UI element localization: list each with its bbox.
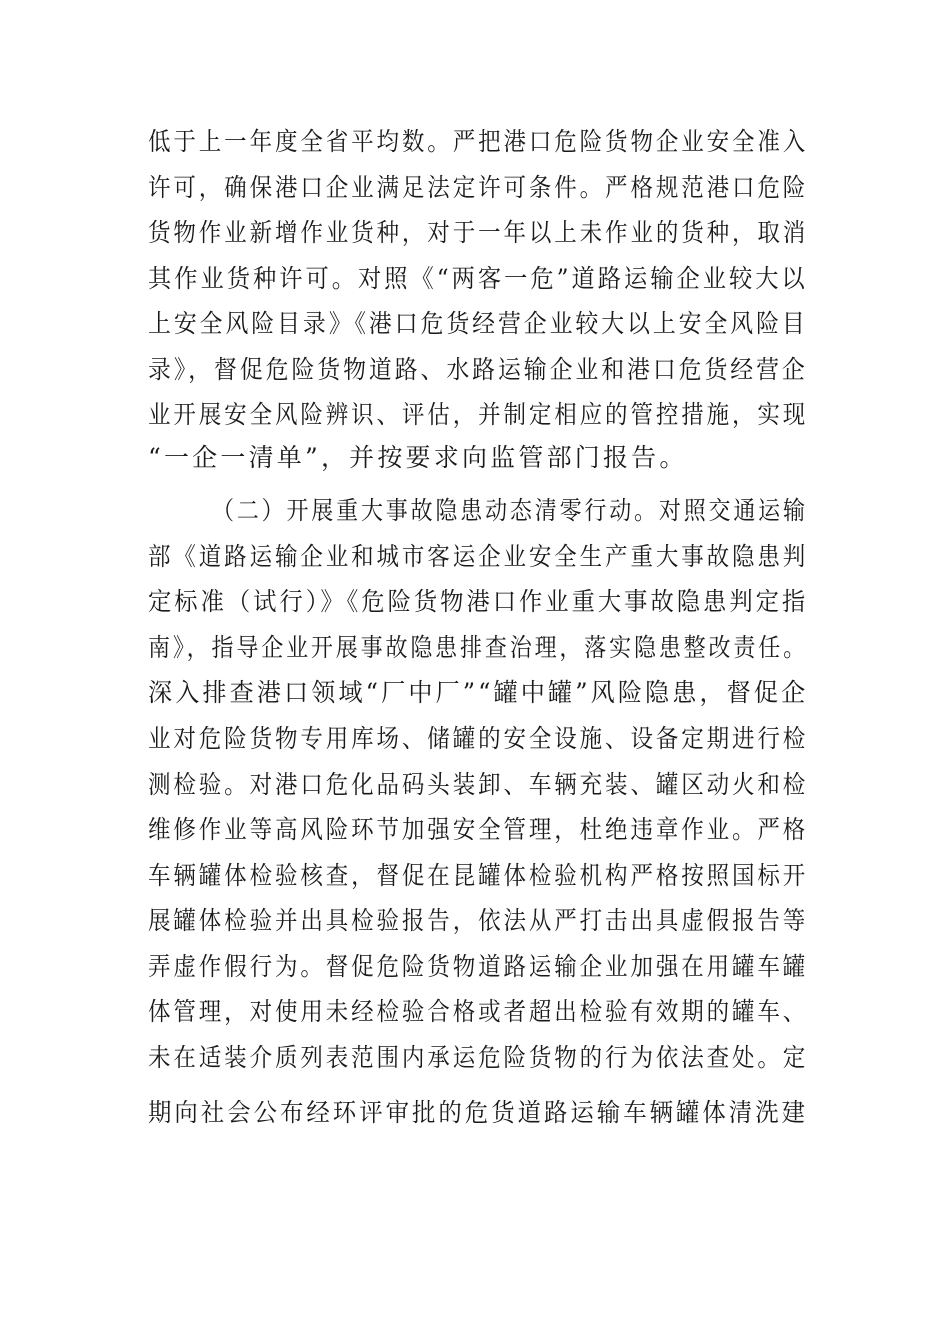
text-line: 部《道路运输企业和城市客运企业安全生产重大事故隐患判 [148,542,809,571]
text-line: 测检验。对港口危化品码头装卸、车辆充装、罐区动火和检 [148,770,809,799]
text-line: 展罐体检验并出具检验报告，依法从严打击出具虚假报告等 [148,906,809,935]
text-line: 业对危险货物专用库场、储罐的安全设施、设备定期进行检 [148,724,809,753]
text-line: 货物作业新增作业货种，对于一年以上未作业的货种，取消 [148,218,809,247]
text-line: 弄虚作假行为。督促危险货物道路运输企业加强在用罐车罐 [148,952,809,981]
text-line: 许可，确保港口企业满足法定许可条件。严格规范港口危险 [148,173,809,202]
text-line: 体管理，对使用未经检验合格或者超出检验有效期的罐车、 [148,997,809,1026]
text-line: “一企一清单”，并按要求向监管部门报告。 [148,443,688,472]
text-line: 业开展安全风险辨识、评估，并制定相应的管控措施，实现 [148,400,809,429]
text-line: 车辆罐体检验核查，督促在昆罐体检验机构严格按照国标开 [148,861,809,890]
text-line: 未在适装介质列表范围内承运危险货物的行为依法查处。定 [148,1043,809,1072]
text-line: 上安全风险目录》《港口危货经营企业较大以上安全风险目 [148,309,808,338]
text-line: 定标准（试行）》《危险货物港口作业重大事故隐患判定指 [148,587,809,616]
section-heading-line: （二）开展重大事故隐患动态清零行动。对照交通运输 [212,496,808,525]
text-line: 期向社会公布经环评审批的危货道路运输车辆罐体清洗建 [148,1098,809,1127]
text-line: 录》，督促危险货物道路、水路运输企业和港口危货经营企 [148,355,808,384]
text-line: 其作业货种许可。对照《“两客一危”道路运输企业较大以 [148,264,808,293]
text-line: 深入排查港口领域“厂中厂”“罐中罐”风险隐患，督促企 [148,678,809,707]
text-line: 低于上一年度全省平均数。严把港口危险货物企业安全准入 [148,127,809,156]
text-line: 南》，指导企业开展事故隐患排查治理，落实隐患整改责任。 [148,633,808,662]
text-line: 维修作业等高风险环节加强安全管理，杜绝违章作业。严格 [148,815,809,844]
